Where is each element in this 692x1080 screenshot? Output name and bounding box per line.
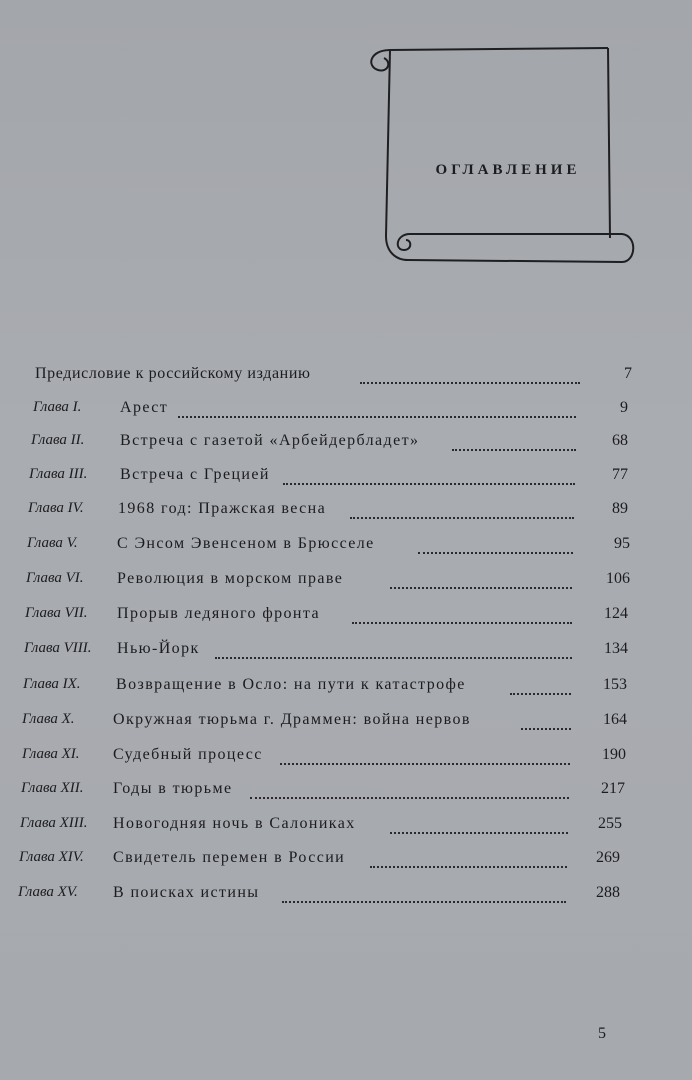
- chapter-title: Свидетель перемен в России: [113, 849, 346, 866]
- dot-leader: [352, 619, 572, 624]
- chapter-title: В поисках истины: [113, 884, 260, 901]
- dot-leader: [250, 794, 569, 799]
- chapter-title: Судебный процесс: [113, 746, 263, 763]
- chapter-title: Окружная тюрьма г. Драммен: война нервов: [113, 711, 471, 728]
- chapter-title: Встреча с газетой «Арбейдербладет»: [120, 432, 420, 449]
- chapter-label: Глава IX.: [23, 676, 81, 692]
- toc-page-number: 134: [604, 640, 628, 657]
- toc-entry: [0, 365, 692, 389]
- dot-leader: [282, 898, 566, 903]
- chapter-title: 1968 год: Пражская весна: [118, 500, 327, 517]
- chapter-label: Глава I.: [33, 399, 82, 415]
- toc-page-number: 77: [612, 466, 628, 483]
- dot-leader: [283, 480, 575, 485]
- toc-page-number: 7: [624, 365, 632, 382]
- chapter-title: Годы в тюрьме: [113, 780, 233, 797]
- toc-page-number: 68: [612, 432, 628, 449]
- toc-entry: [0, 570, 692, 594]
- dot-leader: [370, 863, 567, 868]
- toc-page-number: 255: [598, 815, 622, 832]
- chapter-label: Глава XIV.: [19, 849, 84, 865]
- dot-leader: [390, 829, 568, 834]
- chapter-label: Глава V.: [27, 535, 78, 551]
- dot-leader: [510, 690, 571, 695]
- chapter-label: Глава XIII.: [20, 815, 88, 831]
- chapter-title: Нью-Йорк: [117, 640, 200, 657]
- toc-entry: [0, 746, 692, 770]
- dot-leader: [350, 514, 574, 519]
- chapter-label: Глава IV.: [28, 500, 84, 516]
- dot-leader: [178, 413, 576, 418]
- toc-page-number: 190: [602, 746, 626, 763]
- toc-entry: [0, 849, 692, 873]
- toc-page-number: 217: [601, 780, 625, 797]
- chapter-label: Глава X.: [22, 711, 75, 727]
- toc-page-number: 288: [596, 884, 620, 901]
- chapter-label: Глава XV.: [18, 884, 78, 900]
- toc-entry: [0, 780, 692, 804]
- toc-page-number: 269: [596, 849, 620, 866]
- toc-entry: [0, 676, 692, 700]
- chapter-label: Глава II.: [31, 432, 85, 448]
- chapter-title: С Энсом Эвенсеном в Брюсселе: [117, 535, 375, 552]
- chapter-label: Глава VII.: [25, 605, 88, 621]
- dot-leader: [215, 654, 572, 659]
- toc-page-number: 89: [612, 500, 628, 517]
- chapter-title: Встреча с Грецией: [120, 466, 270, 483]
- chapter-title: Прорыв ледяного фронта: [117, 605, 320, 622]
- chapter-title: Арест: [120, 399, 169, 416]
- toc-entry: [0, 432, 692, 456]
- page-number: 5: [598, 1025, 606, 1042]
- chapter-title: Новогодняя ночь в Салониках: [113, 815, 356, 832]
- dot-leader: [280, 760, 570, 765]
- toc-entry: [0, 711, 692, 735]
- toc-entry: [0, 535, 692, 559]
- dot-leader: [418, 549, 573, 554]
- toc-entry: [0, 466, 692, 490]
- dot-leader: [360, 379, 580, 384]
- chapter-label: Глава VIII.: [24, 640, 92, 656]
- chapter-title: Революция в морском праве: [117, 570, 344, 587]
- chapter-label: Глава XI.: [22, 746, 80, 762]
- toc-entry: [0, 605, 692, 629]
- toc-page-number: 164: [603, 711, 627, 728]
- chapter-label: Глава III.: [29, 466, 88, 482]
- toc-entry: [0, 884, 692, 908]
- chapter-title: Возвращение в Осло: на пути к катастрофе: [116, 676, 466, 693]
- toc-entry: [0, 815, 692, 839]
- toc-heading: ОГЛАВЛЕНИЕ: [435, 162, 581, 178]
- toc-page-number: 9: [620, 399, 628, 416]
- toc-entry: [0, 399, 692, 423]
- toc-page-number: 106: [606, 570, 630, 587]
- toc-entry: [0, 640, 692, 664]
- dot-leader: [521, 725, 571, 730]
- chapter-label: Глава XII.: [21, 780, 84, 796]
- toc-entry: [0, 500, 692, 524]
- toc-page-number: 153: [603, 676, 627, 693]
- dot-leader: [390, 584, 572, 589]
- toc-page-number: 95: [614, 535, 630, 552]
- toc-page-number: 124: [604, 605, 628, 622]
- chapter-label: Глава VI.: [26, 570, 84, 586]
- dot-leader: [452, 446, 576, 451]
- preface-title: Предисловие к российскому изданию: [35, 365, 311, 382]
